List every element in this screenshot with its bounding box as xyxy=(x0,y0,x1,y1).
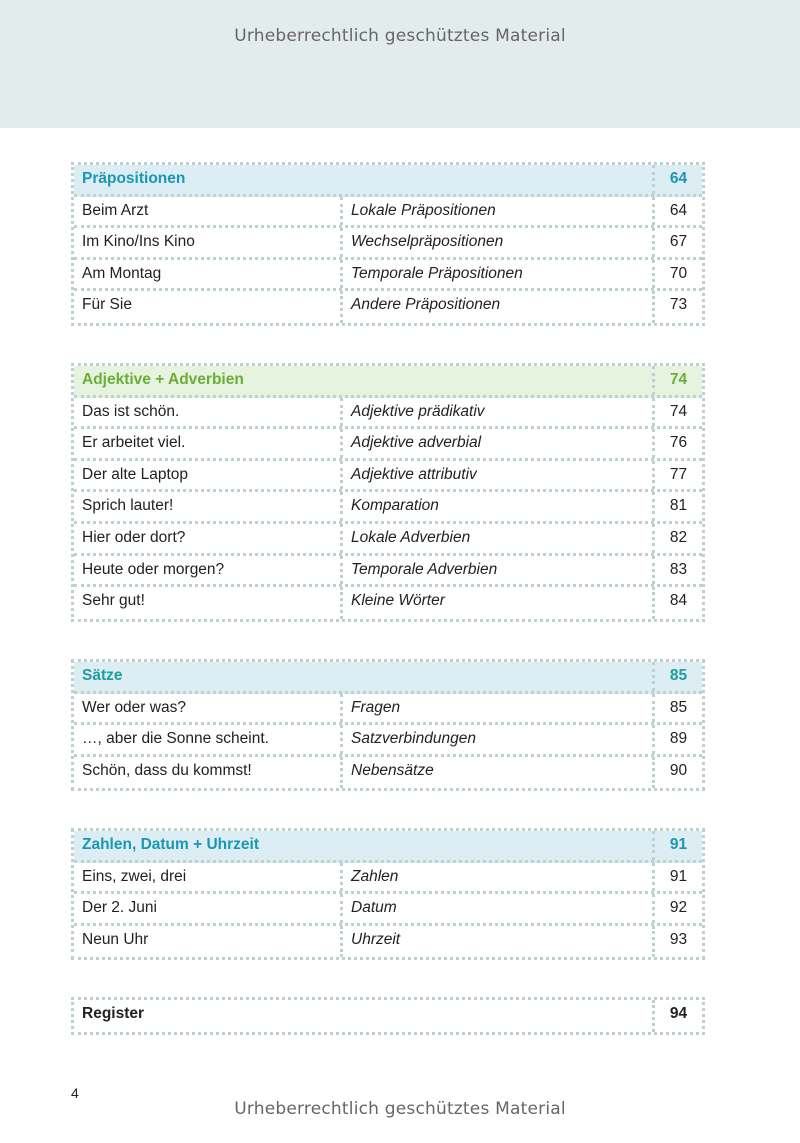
toc-example: Neun Uhr xyxy=(82,930,149,948)
toc-page: 70 xyxy=(652,260,702,289)
section-saetze xyxy=(71,659,705,791)
section-adjektive xyxy=(71,363,705,622)
section-praepositionen xyxy=(71,162,705,326)
toc-page: 90 xyxy=(652,757,702,789)
toc-row xyxy=(74,863,702,895)
section-title: Register xyxy=(82,1005,145,1022)
section-register xyxy=(71,997,705,1035)
toc-example: Für Sie xyxy=(82,296,132,314)
section-header xyxy=(74,831,702,863)
toc-page: 91 xyxy=(652,863,702,892)
toc-example: Sehr gut! xyxy=(82,592,145,610)
toc-page: 77 xyxy=(652,461,702,490)
page-number: 4 xyxy=(71,1085,79,1101)
toc-topic: Lokale Präpositionen xyxy=(340,197,652,226)
toc-topic: Komparation xyxy=(340,492,652,521)
section-title: Zahlen, Datum + Uhrzeit xyxy=(82,836,259,853)
section-header xyxy=(74,366,702,398)
toc-topic: Wechselpräpositionen xyxy=(340,228,652,257)
toc-topic: Datum xyxy=(340,894,652,923)
toc-topic: Zahlen xyxy=(340,863,652,892)
section-zahlen xyxy=(71,828,705,960)
toc-row xyxy=(74,429,702,461)
toc-topic: Nebensätze xyxy=(340,757,652,789)
toc-page: 89 xyxy=(652,725,702,754)
toc-row xyxy=(74,492,702,524)
toc-page: 74 xyxy=(652,398,702,427)
toc-example: Hier oder dort? xyxy=(82,528,186,546)
toc-row xyxy=(74,725,702,757)
toc-row xyxy=(74,260,702,292)
section-page: 85 xyxy=(652,662,702,691)
toc-topic: Temporale Präpositionen xyxy=(340,260,652,289)
toc-example: Das ist schön. xyxy=(82,402,180,420)
toc-page: 93 xyxy=(652,926,702,958)
toc-example: Am Montag xyxy=(82,264,162,282)
section-header xyxy=(74,1000,702,1032)
toc-row xyxy=(74,694,702,726)
toc-page: 84 xyxy=(652,587,702,619)
toc-row xyxy=(74,461,702,493)
toc-page: 76 xyxy=(652,429,702,458)
toc-topic: Lokale Adverbien xyxy=(340,524,652,553)
toc-row xyxy=(74,757,702,789)
top-band xyxy=(0,0,800,128)
toc-topic: Uhrzeit xyxy=(340,926,652,958)
toc-topic: Adjektive prädikativ xyxy=(340,398,652,427)
toc-row xyxy=(74,291,702,323)
toc-example: Er arbeitet viel. xyxy=(82,434,186,452)
toc-page: 73 xyxy=(652,291,702,323)
toc-page: 64 xyxy=(652,197,702,226)
toc-topic: Adjektive adverbial xyxy=(340,429,652,458)
section-page: 64 xyxy=(652,165,702,194)
toc-example: Wer oder was? xyxy=(82,698,186,716)
section-title: Präpositionen xyxy=(82,170,186,187)
toc-example: Beim Arzt xyxy=(82,201,149,219)
toc-example: Sprich lauter! xyxy=(82,497,174,515)
toc-page: 67 xyxy=(652,228,702,257)
toc-page: 85 xyxy=(652,694,702,723)
toc-row xyxy=(74,556,702,588)
toc-row xyxy=(74,197,702,229)
section-header xyxy=(74,165,702,197)
section-page: 94 xyxy=(652,1000,702,1032)
toc-page: 81 xyxy=(652,492,702,521)
toc-page: 82 xyxy=(652,524,702,553)
toc-example: Eins, zwei, drei xyxy=(82,867,187,885)
watermark-top: Urheberrechtlich geschütztes Material xyxy=(234,26,566,46)
toc-example: Heute oder morgen? xyxy=(82,560,225,578)
section-header xyxy=(74,662,702,694)
toc-row xyxy=(74,894,702,926)
watermark-bottom: Urheberrechtlich geschütztes Material xyxy=(234,1099,566,1119)
toc-row xyxy=(74,587,702,619)
toc-example: …, aber die Sonne scheint. xyxy=(82,730,269,748)
toc-topic: Temporale Adverbien xyxy=(340,556,652,585)
section-title: Sätze xyxy=(82,667,123,684)
toc-topic: Kleine Wörter xyxy=(340,587,652,619)
toc-row xyxy=(74,926,702,958)
toc-row xyxy=(74,524,702,556)
section-page: 91 xyxy=(652,831,702,860)
section-page: 74 xyxy=(652,366,702,395)
toc-example: Schön, dass du kommst! xyxy=(82,761,252,779)
section-title: Adjektive + Adverbien xyxy=(82,371,244,388)
toc-example: Der alte Laptop xyxy=(82,465,188,483)
toc-example: Im Kino/Ins Kino xyxy=(82,233,195,251)
toc-row xyxy=(74,228,702,260)
toc-topic: Andere Präpositionen xyxy=(340,291,652,323)
toc-topic: Fragen xyxy=(340,694,652,723)
toc-topic: Adjektive attributiv xyxy=(340,461,652,490)
toc-page: 92 xyxy=(652,894,702,923)
toc-page: 83 xyxy=(652,556,702,585)
toc-topic: Satzverbindungen xyxy=(340,725,652,754)
toc-row xyxy=(74,398,702,430)
toc-example: Der 2. Juni xyxy=(82,899,157,917)
